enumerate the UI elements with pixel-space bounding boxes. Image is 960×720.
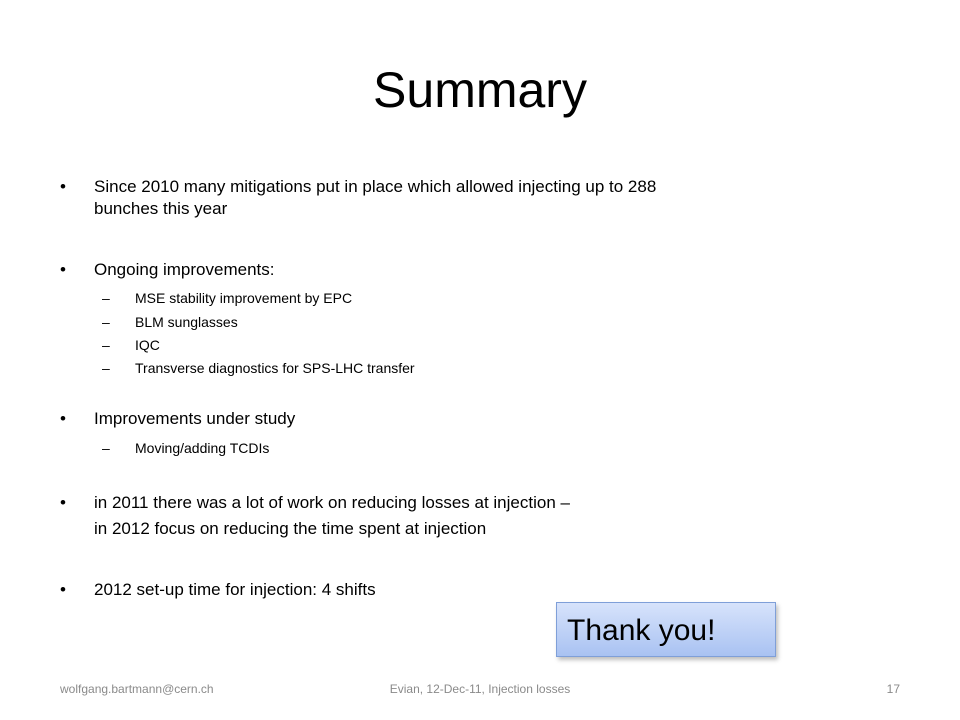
sub-bullet-text: MSE stability improvement by EPC [135, 290, 353, 306]
sub-bullet-text: IQC [135, 337, 160, 353]
sub-bullet-text: BLM sunglasses [135, 314, 238, 330]
bullet-text: in 2012 focus on reducing the time spent at injection [94, 519, 487, 538]
bullet-marker: • [60, 177, 66, 196]
bullet-text: 2012 set-up time for injection: 4 shifts [94, 580, 376, 599]
bullet-text: Since 2010 many mitigations put in place which allowed injecting up to 288 [94, 177, 657, 196]
sub-bullet-marker: – [102, 314, 110, 330]
thank-you-callout: Thank you! [556, 602, 776, 657]
sub-bullet-text: Moving/adding TCDIs [135, 440, 270, 456]
bullet-marker: • [60, 260, 66, 279]
sub-bullet-marker: – [102, 290, 110, 306]
bullet-marker: • [60, 493, 66, 512]
sub-bullet-text: Transverse diagnostics for SPS-LHC transfer [135, 360, 415, 376]
bullet-text: Ongoing improvements: [94, 260, 275, 279]
sub-bullet-marker: – [102, 440, 110, 456]
bullet-text: bunches this year [94, 199, 228, 218]
slide-title: Summary [373, 62, 587, 118]
footer-email: wolfgang.bartmann@cern.ch [60, 682, 214, 696]
footer-event: Evian, 12-Dec-11, Injection losses [389, 682, 571, 696]
bullet-marker: • [60, 409, 66, 428]
footer-page-number: 17 [886, 682, 900, 696]
bullet-text: Improvements under study [94, 409, 296, 428]
sub-bullet-marker: – [102, 360, 110, 376]
sub-bullet-marker: – [102, 337, 110, 353]
bullet-text: in 2011 there was a lot of work on reducing losses at injection – [94, 493, 570, 512]
bullet-marker: • [60, 580, 66, 599]
